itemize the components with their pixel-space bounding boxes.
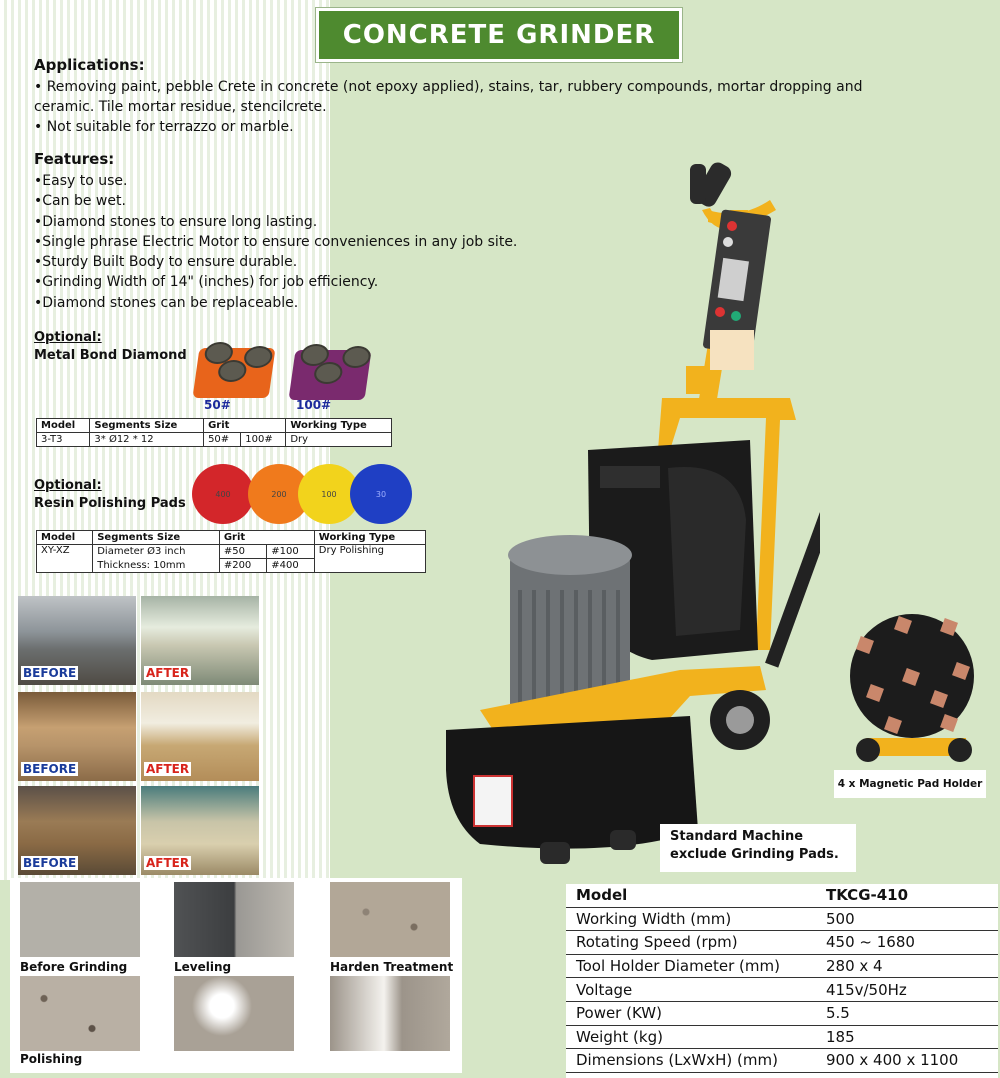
stage-label: Harden Treatment — [330, 960, 454, 974]
stage-label: Leveling — [174, 960, 232, 974]
feature-item: • Diamond stones to ensure long lasting. — [34, 212, 517, 232]
feature-item: • Diamond stones can be replaceable. — [34, 293, 517, 313]
applications-text — [34, 77, 934, 137]
table-cell: 3-T3 — [37, 433, 90, 447]
after-photo-2 — [141, 692, 259, 781]
applications-line: ceramic. Tile mortar residue, stencilcrete. — [34, 99, 327, 115]
after-label: AFTER — [146, 762, 190, 776]
before-photo-1 — [18, 596, 136, 685]
spec-table — [566, 884, 998, 1078]
table-cell: #200 — [219, 559, 266, 573]
table-header: Model — [37, 531, 93, 545]
before-label: BEFORE — [23, 666, 77, 680]
stage-image-polishing — [20, 976, 140, 1051]
spec-label: Model — [566, 884, 816, 907]
table-row — [566, 884, 998, 907]
before-label: BEFORE — [23, 856, 77, 870]
optional-label: Optional: — [34, 478, 102, 493]
after-label: AFTER — [146, 666, 190, 680]
table-row — [566, 1025, 998, 1049]
feature-item: • Sturdy Built Body to ensure durable. — [34, 252, 517, 272]
table-cell: Thickness: 10mm — [93, 559, 220, 573]
diamond-segment — [313, 362, 344, 384]
spec-table-grid — [566, 884, 998, 1073]
table-row — [566, 907, 998, 931]
table-row — [566, 931, 998, 955]
pad-label-100: 100# — [296, 398, 332, 412]
pad-label-50: 50# — [204, 398, 231, 412]
table-header: Grit — [204, 419, 286, 433]
before-label: BEFORE — [23, 762, 77, 776]
diamond-segment — [217, 360, 248, 382]
applications-line: • Removing paint, pebble Crete in concrete (not epoxy applied), stains, tar, rubbery compounds, mortar dropping and — [34, 79, 863, 95]
table-header: Segments Size — [90, 419, 204, 433]
metal-bond-pad-50 — [192, 348, 275, 398]
features-heading: Features: — [34, 150, 115, 168]
spec-label: Weight (kg) — [566, 1025, 816, 1049]
after-label: AFTER — [146, 856, 190, 870]
table-header: Working Type — [286, 419, 392, 433]
table-row — [566, 978, 998, 1002]
spec-label: Dimensions (LxWxH) (mm) — [566, 1049, 816, 1073]
holder-caption: 4 x Magnetic Pad Holder — [834, 770, 986, 798]
optional-label: Optional: — [34, 330, 102, 345]
spec-value: 5.5 — [816, 1001, 998, 1025]
resin-pads-table — [36, 530, 426, 573]
spec-value: 185 — [816, 1025, 998, 1049]
table-header-row — [37, 419, 392, 433]
stage-image-polishing-2 — [174, 976, 294, 1051]
stage-image-polishing-3 — [330, 976, 450, 1051]
after-photo-3 — [141, 786, 259, 875]
diamond-segment — [341, 346, 372, 368]
feature-item: • Grinding Width of 14" (inches) for job efficiency. — [34, 272, 517, 292]
applications-line: • Not suitable for terrazzo or marble. — [34, 119, 294, 135]
standard-machine-caption — [660, 824, 856, 872]
table-cell: Dry — [286, 433, 392, 447]
spec-value: 450 ~ 1680 — [816, 931, 998, 955]
diamond-segment — [243, 346, 274, 368]
stage-image-before-grinding — [20, 882, 140, 957]
title-banner — [316, 8, 682, 62]
caption-line: Standard Machine — [670, 829, 804, 844]
table-header: Model — [37, 419, 90, 433]
table-cell: Dry Polishing — [314, 545, 425, 573]
table-cell: 100# — [241, 433, 286, 447]
table-cell: #100 — [267, 545, 314, 559]
spec-label: Voltage — [566, 978, 816, 1002]
table-row — [566, 1049, 998, 1073]
spec-value: 415v/50Hz — [816, 978, 998, 1002]
table-row — [37, 545, 426, 559]
spec-value: TKCG-410 — [816, 884, 998, 907]
magnetic-pad-holder — [846, 610, 978, 765]
table-header: Segments Size — [93, 531, 220, 545]
spec-label: Tool Holder Diameter (mm) — [566, 954, 816, 978]
resin-disc-200: 200 — [248, 464, 310, 524]
feature-item: • Easy to use. — [34, 171, 517, 191]
stage-image-leveling — [174, 882, 294, 957]
table-header: Grit — [219, 531, 314, 545]
stage-label: Before Grinding — [20, 960, 128, 974]
feature-item: • Can be wet. — [34, 191, 517, 211]
feature-item: • Single phrase Electric Motor to ensure conveniences in any job site. — [34, 232, 517, 252]
table-cell: #50 — [219, 545, 266, 559]
before-photo-2 — [18, 692, 136, 781]
spec-value: 280 x 4 — [816, 954, 998, 978]
table-cell: #400 — [267, 559, 314, 573]
spec-value: 500 — [816, 907, 998, 931]
table-row — [566, 1001, 998, 1025]
resin-pads-title: Resin Polishing Pads — [34, 496, 186, 511]
metal-bond-title: Metal Bond Diamond — [34, 348, 187, 363]
spec-value: 900 x 400 x 1100 — [816, 1049, 998, 1073]
table-header: Working Type — [314, 531, 425, 545]
table-header-row — [37, 531, 426, 545]
table-cell: 50# — [204, 433, 241, 447]
stage-image-harden-treatment — [330, 882, 450, 957]
page-title: CONCRETE GRINDER — [342, 20, 656, 50]
metal-bond-table — [36, 418, 392, 447]
metal-bond-pad-100 — [288, 350, 371, 400]
before-photo-3 — [18, 786, 136, 875]
spec-label: Working Width (mm) — [566, 907, 816, 931]
resin-disc-30: 30 — [350, 464, 412, 524]
stage-label: Polishing — [20, 1052, 83, 1066]
spec-label: Rotating Speed (rpm) — [566, 931, 816, 955]
caption-line: exclude Grinding Pads. — [670, 847, 839, 862]
table-cell: Diameter Ø3 inch — [93, 545, 220, 559]
table-row — [37, 433, 392, 447]
warning-sticker-icon — [474, 776, 512, 826]
resin-disc-400: 400 — [192, 464, 254, 524]
spec-label: Power (KW) — [566, 1001, 816, 1025]
stages-panel — [10, 878, 462, 1073]
resin-disc-100: 100 — [298, 464, 360, 524]
applications-heading: Applications: — [34, 56, 145, 74]
after-photo-1 — [141, 596, 259, 685]
table-cell: XY-XZ — [37, 545, 93, 573]
table-row — [566, 954, 998, 978]
concrete-grinder-machine — [440, 130, 820, 875]
table-cell: 3* Ø12 * 12 — [90, 433, 204, 447]
